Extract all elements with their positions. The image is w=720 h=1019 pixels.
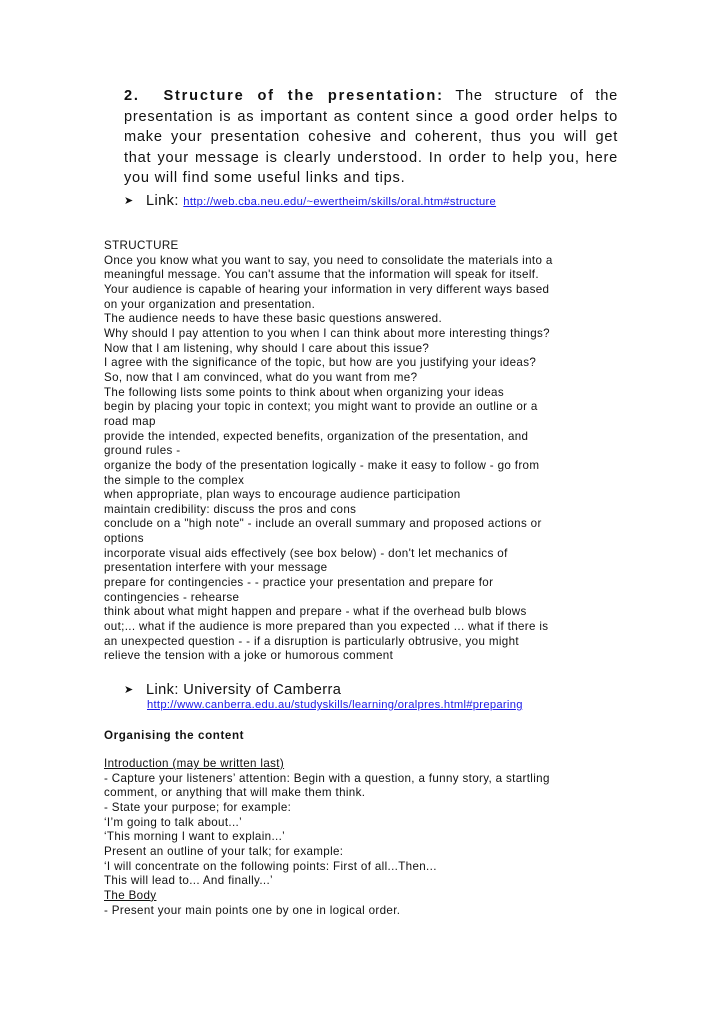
text-line: The following lists some points to think about when organizing your ideas	[104, 385, 504, 399]
link-label: Link:	[146, 193, 179, 209]
text-line: - Capture your listeners’ attention: Begin with a question, a funny story, a startling	[104, 771, 550, 785]
link-bullet-2	[124, 682, 341, 698]
text-line: relieve the tension with a joke or humorous comment	[104, 649, 394, 663]
text-line: comment, or anything that will make them think.	[104, 786, 366, 800]
text-line: - State your purpose; for example:	[104, 800, 292, 814]
text-line: the simple to the complex	[104, 473, 245, 487]
text-line: contingencies - rehearse	[104, 590, 240, 604]
text-line: Once you know what you want to say, you need to consolidate the materials into a	[104, 253, 553, 267]
section-title: Structure of the presentation:	[163, 88, 444, 104]
text-line: conclude on a "high note" - include an overall summary and proposed actions or	[104, 517, 542, 531]
organising-text-block	[104, 757, 624, 918]
organising-title: Organising the content	[104, 729, 245, 742]
text-line: begin by placing your topic in context; you might want to provide an outline or a	[104, 400, 538, 414]
text-line: road map	[104, 414, 156, 428]
text-line: Present an outline of your talk; for example:	[104, 844, 344, 858]
structure-link[interactable]: http://web.cba.neu.edu/~ewertheim/skills/oral.htm#structure	[183, 196, 497, 208]
link-label: Link: University of Camberra	[146, 682, 342, 698]
body-lines	[104, 904, 624, 919]
text-line: Now that I am listening, why should I care about this issue?	[104, 341, 430, 355]
introduction-lines	[104, 772, 624, 889]
link-bullet-1	[124, 193, 496, 209]
text-line: incorporate visual aids effectively (see box below) - don't let mechanics of	[104, 546, 508, 560]
text-line: think about what might happen and prepare - what if the overhead bulb blows	[104, 605, 527, 619]
body-heading: The Body	[104, 888, 157, 902]
text-line: out;... what if the audience is more prepared than you expected ... what if there is	[104, 620, 549, 634]
text-line: when appropriate, plan ways to encourage audience participation	[104, 488, 461, 502]
text-line: This will lead to... And finally...’	[104, 874, 273, 888]
text-line: Your audience is capable of hearing your information in very different ways based	[104, 282, 550, 296]
text-line: meaningful message. You can't assume that the information will speak for itself.	[104, 268, 539, 282]
text-line: ‘I will concentrate on the following points: First of all...Then...	[104, 859, 437, 873]
text-line: prepare for contingencies - - practice your presentation and prepare for	[104, 576, 494, 590]
text-line: ‘This morning I want to explain...’	[104, 830, 286, 844]
introduction-heading: Introduction (may be written last)	[104, 757, 285, 770]
section-intro-text: The structure of the presentation is as important as content since a good order helps to make your presentation cohesive and coherent, thus you will get that your message is clearly understood. In order to help you, here you will find some useful links and tips.	[124, 88, 619, 187]
text-line: maintain credibility: discuss the pros and cons	[104, 502, 357, 516]
text-line: an unexpected question - - if a disruption is particularly obtrusive, you might	[104, 634, 519, 648]
section-intro-paragraph	[124, 86, 618, 189]
arrow-bullet-icon: ➤	[124, 684, 134, 696]
canberra-link[interactable]: http://www.canberra.edu.au/studyskills/learning/oralpres.html#preparing	[147, 699, 523, 711]
text-line: Why should I pay attention to you when I can think about more interesting things?	[104, 326, 550, 340]
text-line: I agree with the significance of the topic, but how are you justifying your ideas?	[104, 356, 537, 370]
text-line: on your organization and presentation.	[104, 297, 316, 311]
text-line: The audience needs to have these basic questions answered.	[104, 312, 443, 326]
text-line: ‘I’m going to talk about...’	[104, 815, 243, 829]
arrow-bullet-icon: ➤	[124, 195, 134, 207]
text-line: - Present your main points one by one in logical order.	[104, 903, 401, 917]
text-line: So, now that I am convinced, what do you want from me?	[104, 370, 418, 384]
text-line: presentation interfere with your message	[104, 561, 328, 575]
structure-text-block	[104, 239, 624, 664]
text-line: options	[104, 532, 144, 546]
text-line: STRUCTURE	[104, 239, 179, 252]
text-line: provide the intended, expected benefits, organization of the presentation, and	[104, 429, 529, 443]
text-line: organize the body of the presentation logically - make it easy to follow - go from	[104, 458, 540, 472]
text-line: ground rules -	[104, 444, 181, 458]
section-number: 2.	[124, 88, 140, 104]
